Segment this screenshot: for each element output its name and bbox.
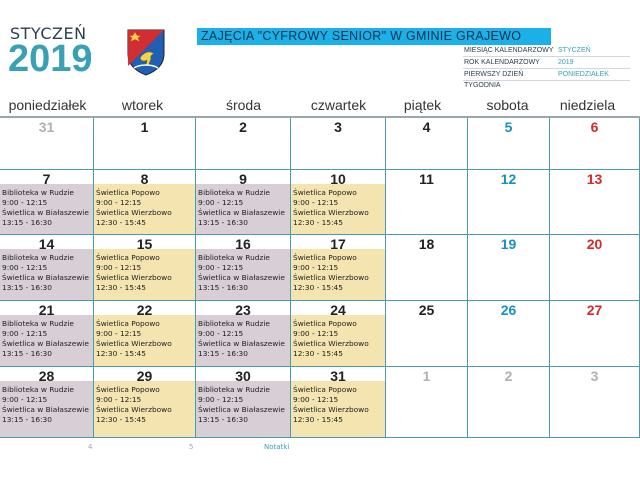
- day-number: 2: [239, 119, 247, 135]
- event-time: 13:15 - 16:30: [2, 283, 52, 292]
- calendar-day[interactable]: [0, 118, 94, 170]
- day-number: 17: [330, 236, 346, 252]
- calendar-day[interactable]: [550, 235, 640, 301]
- day-number: 31: [330, 368, 346, 384]
- event-time: 13:15 - 16:30: [2, 415, 52, 424]
- event-location: Biblioteka w Rudzie: [198, 319, 270, 328]
- day-number: 10: [330, 171, 346, 187]
- calendar-day-with-events[interactable]: [94, 235, 196, 301]
- event-time: 12:30 - 15:45: [293, 283, 343, 292]
- meta-label: ROK KALENDARZOWY: [464, 59, 540, 66]
- event-location: Świetlica Popowo: [96, 253, 160, 262]
- weekday-wednesday: środa: [225, 97, 262, 113]
- event-time: 13:15 - 16:30: [198, 283, 248, 292]
- event-time: 12:30 - 15:45: [96, 218, 146, 227]
- day-number: 14: [38, 236, 55, 252]
- calendar-day-with-events[interactable]: [0, 367, 94, 438]
- calendar-day[interactable]: [94, 118, 196, 170]
- coat-of-arms-icon: [126, 28, 166, 76]
- day-number: 5: [504, 119, 513, 135]
- event-time: 12:30 - 15:45: [96, 349, 146, 358]
- event-time: 9:00 - 12:15: [198, 198, 244, 207]
- calendar-day[interactable]: [386, 170, 468, 235]
- event-time: 9:00 - 12:15: [2, 329, 48, 338]
- calendar-day[interactable]: [550, 301, 640, 367]
- event-time: 9:00 - 12:15: [198, 329, 244, 338]
- calendar-day-with-events[interactable]: [291, 170, 386, 235]
- day-number: 15: [136, 236, 153, 252]
- event-location: Świetlica w Białaszewie: [198, 273, 285, 282]
- calendar-day[interactable]: [468, 367, 550, 438]
- day-number: 6: [590, 119, 599, 135]
- event-time: 13:15 - 16:30: [2, 218, 52, 227]
- event-location: Biblioteka w Rudzie: [2, 188, 74, 197]
- day-number: 29: [136, 368, 153, 384]
- day-number: 11: [419, 171, 434, 187]
- event-location: Świetlica Popowo: [293, 385, 357, 394]
- weekday-tuesday: wtorek: [121, 97, 164, 113]
- event-time: 12:30 - 15:45: [293, 218, 343, 227]
- title-bar: [197, 28, 551, 45]
- event-time: 13:15 - 16:30: [2, 349, 52, 358]
- event-location: Świetlica Wierzbowo: [96, 273, 172, 282]
- day-number: 13: [586, 171, 603, 187]
- event-location: Biblioteka w Rudzie: [198, 253, 270, 262]
- event-location: Świetlica Popowo: [293, 188, 357, 197]
- weekday-thursday: czwartek: [310, 97, 367, 113]
- event-time: 12:30 - 15:45: [96, 415, 146, 424]
- event-location: Świetlica Wierzbowo: [293, 273, 369, 282]
- calendar-day[interactable]: [468, 170, 550, 235]
- event-time: 9:00 - 12:15: [293, 395, 339, 404]
- calendar-day-with-events[interactable]: [196, 367, 291, 438]
- day-number: 4: [422, 119, 431, 135]
- event-location: Świetlica Wierzbowo: [96, 208, 172, 217]
- calendar-title: ZAJĘCIA "CYFROWY SENIOR" W GMINIE GRAJEWO: [201, 29, 522, 43]
- event-time: 9:00 - 12:15: [293, 329, 339, 338]
- calendar-day-with-events[interactable]: [94, 367, 196, 438]
- event-time: 12:30 - 15:45: [293, 349, 343, 358]
- calendar-day-with-events[interactable]: [94, 170, 196, 235]
- calendar-day[interactable]: [468, 235, 550, 301]
- footer-number: 5: [189, 443, 194, 451]
- calendar-day-with-events[interactable]: [0, 170, 94, 235]
- event-time: 9:00 - 12:15: [198, 395, 244, 404]
- calendar-day-with-events[interactable]: [291, 235, 386, 301]
- event-location: Biblioteka w Rudzie: [198, 188, 270, 197]
- meta-value: PONIEDZIAŁEK: [558, 71, 609, 78]
- calendar-day-with-events[interactable]: [196, 301, 291, 367]
- event-location: Świetlica Wierzbowo: [293, 405, 369, 414]
- day-number: 8: [140, 171, 149, 187]
- calendar-day-with-events[interactable]: [196, 235, 291, 301]
- day-number: 18: [418, 236, 435, 252]
- meta-row-first-day: [463, 69, 630, 89]
- event-time: 9:00 - 12:15: [2, 198, 48, 207]
- calendar-day[interactable]: [196, 118, 291, 170]
- month-name: STYCZEŃ: [10, 24, 87, 43]
- event-location: Świetlica Wierzbowo: [96, 339, 172, 348]
- event-location: Biblioteka w Rudzie: [2, 253, 74, 262]
- day-number: 25: [418, 302, 435, 318]
- weekday-sunday: niedziela: [559, 97, 616, 113]
- meta-row-year: [463, 57, 630, 69]
- calendar-day[interactable]: [386, 301, 468, 367]
- calendar-day-with-events[interactable]: [0, 301, 94, 367]
- day-number: 30: [235, 368, 251, 384]
- event-location: Świetlica w Białaszewie: [198, 339, 285, 348]
- calendar-day[interactable]: [386, 235, 468, 301]
- event-time: 9:00 - 12:15: [96, 263, 142, 272]
- calendar-day[interactable]: [386, 367, 468, 438]
- event-location: Biblioteka w Rudzie: [198, 385, 270, 394]
- day-number: 19: [500, 236, 517, 252]
- event-location: Świetlica w Białaszewie: [2, 208, 89, 217]
- notes-label: Notatki: [264, 443, 290, 451]
- event-time: 9:00 - 12:15: [96, 198, 142, 207]
- day-number: 27: [586, 302, 603, 318]
- calendar-day-with-events[interactable]: [94, 301, 196, 367]
- event-time: 13:15 - 16:30: [198, 415, 248, 424]
- event-time: 13:15 - 16:30: [198, 218, 248, 227]
- day-number: 28: [38, 368, 55, 384]
- calendar-day-with-events[interactable]: [0, 235, 94, 301]
- calendar-day[interactable]: [550, 118, 640, 170]
- day-number: 24: [330, 302, 346, 318]
- event-location: Świetlica w Białaszewie: [2, 273, 89, 282]
- day-number: 2: [504, 368, 513, 384]
- event-time: 9:00 - 12:15: [2, 263, 48, 272]
- day-number: 22: [136, 302, 153, 318]
- calendar-day[interactable]: [468, 301, 550, 367]
- event-time: 13:15 - 16:30: [198, 349, 248, 358]
- event-location: Świetlica w Białaszewie: [198, 405, 285, 414]
- meta-value: STYCZEŃ: [558, 47, 591, 54]
- event-time: 9:00 - 12:15: [198, 263, 244, 272]
- calendar-day[interactable]: [386, 118, 468, 170]
- calendar-day[interactable]: [468, 118, 550, 170]
- event-location: Świetlica Wierzbowo: [293, 339, 369, 348]
- event-location: Świetlica w Białaszewie: [2, 405, 89, 414]
- day-number: 12: [500, 171, 517, 187]
- day-number: 7: [42, 171, 51, 187]
- day-number: 20: [586, 236, 603, 252]
- day-number: 31: [38, 119, 55, 135]
- day-number: 23: [235, 302, 251, 318]
- event-location: Świetlica Popowo: [96, 385, 160, 394]
- calendar-day[interactable]: [550, 170, 640, 235]
- calendar-meta: [463, 45, 630, 89]
- calendar-day-with-events[interactable]: [196, 170, 291, 235]
- event-location: Świetlica Popowo: [96, 188, 160, 197]
- calendar-day[interactable]: [291, 118, 386, 170]
- year: 2019: [8, 38, 93, 80]
- calendar-day-with-events[interactable]: [291, 367, 386, 438]
- meta-row-month: [463, 45, 630, 57]
- event-location: Biblioteka w Rudzie: [2, 385, 74, 394]
- day-number: 3: [590, 368, 599, 384]
- event-location: Świetlica Popowo: [293, 253, 357, 262]
- event-time: 9:00 - 12:15: [2, 395, 48, 404]
- event-time: 12:30 - 15:45: [96, 283, 146, 292]
- event-location: Świetlica Wierzbowo: [96, 405, 172, 414]
- calendar-day-with-events[interactable]: [291, 301, 386, 367]
- day-number: 21: [38, 302, 55, 318]
- event-time: 9:00 - 12:15: [293, 263, 339, 272]
- calendar-day[interactable]: [550, 367, 640, 438]
- meta-label: PIERWSZY DZIEŃ TYGODNIA: [464, 71, 524, 89]
- weekday-monday: poniedziałek: [8, 97, 87, 113]
- footer-number: 4: [88, 443, 93, 451]
- meta-label: MIESIĄC KALENDARZOWY: [464, 47, 554, 54]
- event-location: Świetlica Wierzbowo: [293, 208, 369, 217]
- day-number: 26: [500, 302, 517, 318]
- event-time: 12:30 - 15:45: [293, 415, 343, 424]
- day-number: 1: [140, 119, 149, 135]
- event-location: Biblioteka w Rudzie: [2, 319, 74, 328]
- weekday-friday: piątek: [403, 97, 442, 113]
- day-number: 16: [235, 236, 251, 252]
- event-time: 9:00 - 12:15: [96, 395, 142, 404]
- event-time: 9:00 - 12:15: [96, 329, 142, 338]
- weekday-saturday: sobota: [486, 97, 529, 113]
- event-location: Świetlica Popowo: [293, 319, 357, 328]
- meta-value: 2019: [558, 59, 574, 66]
- day-number: 1: [422, 368, 431, 384]
- event-location: Świetlica w Białaszewie: [198, 208, 285, 217]
- day-number: 9: [239, 171, 247, 187]
- day-number: 3: [334, 119, 342, 135]
- event-location: Świetlica w Białaszewie: [2, 339, 89, 348]
- event-location: Świetlica Popowo: [96, 319, 160, 328]
- event-time: 9:00 - 12:15: [293, 198, 339, 207]
